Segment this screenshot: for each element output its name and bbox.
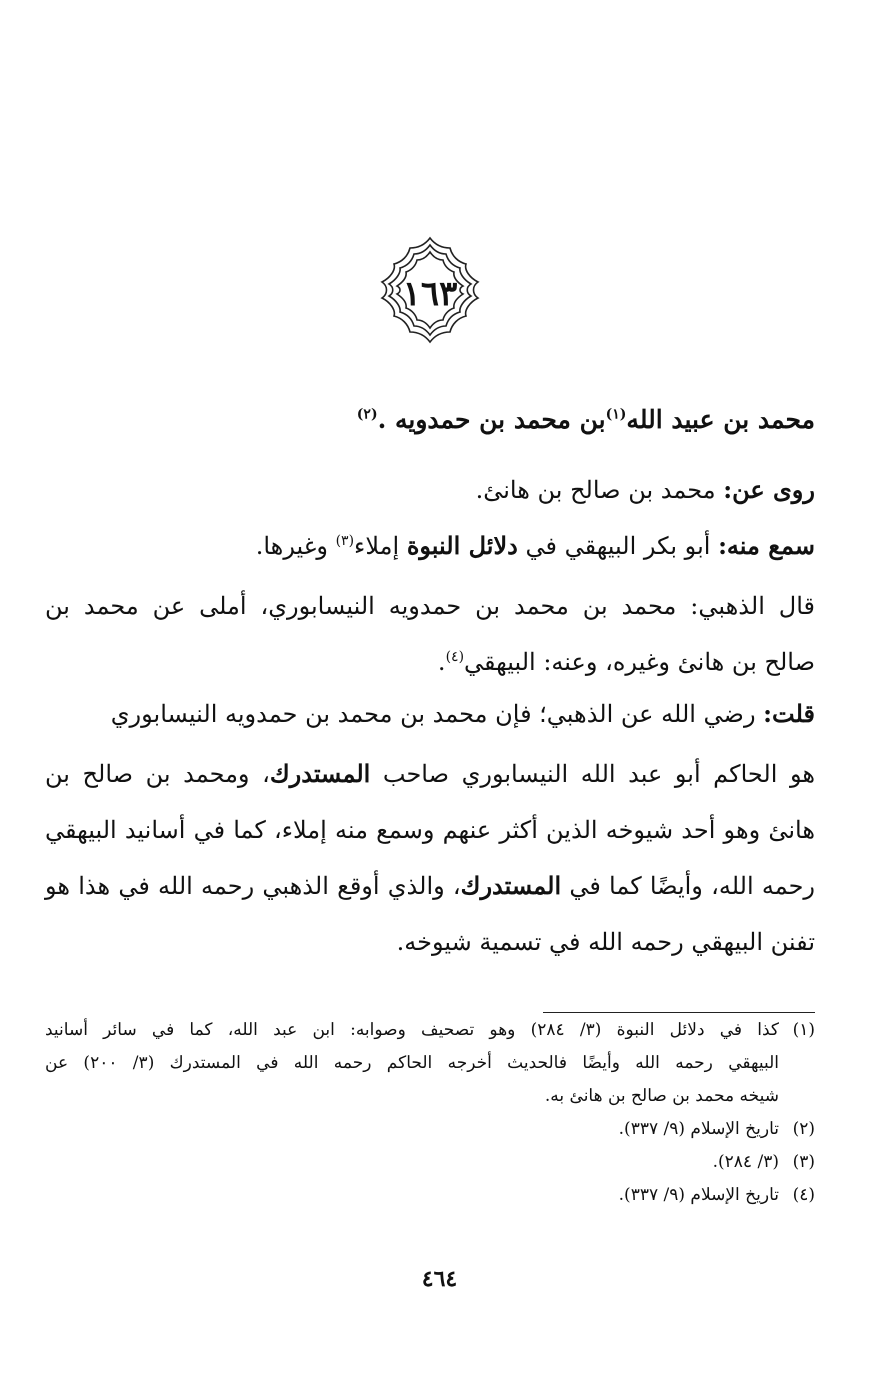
footnote-line: كذا في دلائل النبوة (٣/ ٢٨٤) وهو تصحيف وصوابه: ابن عبد الله، كما في سائر أسانيد <box>45 1020 779 1040</box>
explanation-paragraph <box>45 746 815 970</box>
book-title-mustadrak: المستدرك <box>269 759 371 788</box>
entry-number-ornament <box>374 234 486 346</box>
footnote-ref-4[interactable]: (٤) <box>445 649 465 665</box>
para-line-1a: هو الحاكم أبو عبد الله النيسابوري صاحب <box>370 760 815 788</box>
quote-line-2-end: . <box>437 648 446 676</box>
heard-from-text2: إملاء <box>354 532 407 560</box>
footnote-number: (١) <box>792 1020 815 1040</box>
comment-text2: فإن محمد بن محمد بن حمدويه النيسابوري <box>110 700 532 728</box>
footnote-line: شيخه محمد بن صالح بن هانئ به. <box>544 1086 779 1106</box>
heading-name-part1: محمد بن عبيد الله <box>626 405 815 434</box>
footnote-2 <box>45 1113 815 1146</box>
footnote-text <box>45 1014 779 1113</box>
footnote-ref-3[interactable]: (٣) <box>335 533 355 549</box>
para-line-2: هانئ وهو أحد شيوخه الذين أكثر عنهم وسمع منه إملاء، كما في أسانيد البيهقي <box>45 816 815 844</box>
footnote-ref-1[interactable]: (١) <box>605 406 627 423</box>
footnote-3 <box>45 1146 815 1179</box>
footnote-text: تاريخ الإسلام (٩/ ٣٣٧). <box>618 1119 779 1139</box>
quote-line-2-text: صالح بن هانئ وغيره، وعنه: البيهقي <box>464 648 815 676</box>
para-line-1 <box>45 746 815 802</box>
book-title: دلائل النبوة <box>406 531 518 560</box>
footnote-text: تاريخ الإسلام (٩/ ٣٣٧). <box>618 1185 779 1205</box>
narrated-from-text: محمد بن صالح بن هانئ. <box>475 476 724 504</box>
footnotes <box>45 1014 815 1212</box>
para-line-3a: رحمه الله، وأيضًا كما في <box>561 872 815 900</box>
entry-number: ١٦٣ <box>402 274 458 314</box>
narrated-from-line <box>45 462 815 518</box>
heard-from-text3: وغيرها. <box>255 532 336 560</box>
comment-line <box>45 686 815 742</box>
footnote-separator <box>543 1012 815 1013</box>
page-number: ٤٦٤ <box>421 1266 458 1292</box>
footnote-number: (٤) <box>792 1185 815 1205</box>
quote-line-2 <box>45 634 815 690</box>
footnote-number: (٢) <box>792 1119 815 1139</box>
footnote-ref-2[interactable]: (٢) <box>356 406 378 423</box>
heard-from-label: سمع منه: <box>718 531 815 560</box>
comment-text1: رضي الله عن الذهبي؛ <box>531 700 764 728</box>
narrated-from-label: روى عن: <box>723 475 815 504</box>
footnote-1 <box>45 1014 815 1113</box>
book-title-mustadrak: المستدرك <box>460 871 562 900</box>
footnote-4 <box>45 1179 815 1212</box>
quote-line-1: قال الذهبي: محمد بن محمد بن حمدويه النيسابوري، أملى عن محمد بن <box>45 592 815 620</box>
footnote-text: (٣/ ٢٨٤). <box>712 1152 779 1172</box>
footnote-line: البيهقي رحمه الله وأيضًا فالحديث أخرجه الحاكم رحمه الله في المستدرك (٣/ ٢٠٠) عن <box>45 1053 779 1073</box>
para-line-4: تفنن البيهقي رحمه الله في تسمية شيوخه. <box>396 928 815 956</box>
heard-from-text1: أبو بكر البيهقي في <box>517 532 719 560</box>
para-line-3 <box>45 858 815 914</box>
heading-name-part2: بن محمد بن حمدويه . <box>377 405 606 434</box>
dhahabi-quote <box>45 578 815 690</box>
para-line-1c: ، ومحمد بن صالح بن <box>45 760 270 788</box>
footnote-number: (٣) <box>792 1152 815 1172</box>
heard-from-line <box>45 518 815 574</box>
para-line-3c: ، والذي أوقع الذهبي رحمه الله في هذا هو <box>45 872 461 900</box>
comment-label: قلت: <box>763 699 815 728</box>
entry-heading <box>45 392 815 448</box>
